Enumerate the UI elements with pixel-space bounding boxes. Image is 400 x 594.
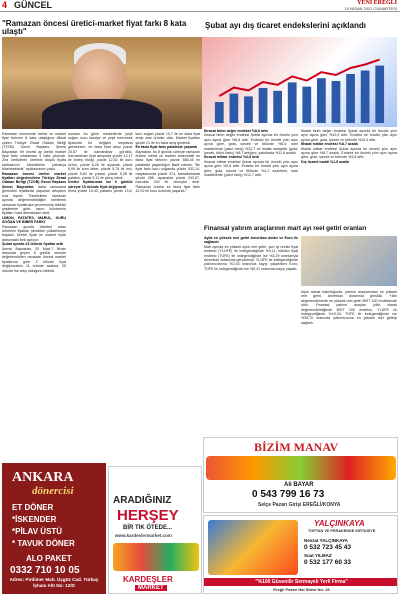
doner-subtitle: dönercisi [32, 485, 74, 497]
body-text: nundan bu güne marketlerde yeşil soğan, kuru fasulye ve yeşil mercimek fiyatında bir değişim meydana gelmezken, en fazla fiyat artışı yüzde 25,87 ile karnabahar görüldü. Karnabaharı fiyat artışında yüzde 13,17 ile Antep fıstığı, yüzde 12,52 ile kuru üzüm, yüzde 8,26 ile ıspanak, yüzde 6,99 ile kuru biber, yüzde 5,75 ile inci, yüzde 5,62 ile pırasa, yüzde 5,28 ile patates, yüzde 5,11 ile pirinç izledi. [68, 132, 133, 181]
doner-title: ANKARA [12, 470, 74, 485]
chart-bar [244, 96, 253, 123]
yalcinkaya-phone2: 0 532 177 60 33 [304, 559, 351, 566]
body-text: İhracat miktar endeksi Şubat ayında bir önceki yılın aynı ayına göre %2,8 arttı. Endeks bir önceki yılın aynı ayına göre, gıda, içecek ve tütünde %1,2 azalırken, ham maddelerde (yakıt hariç) %12,7 arttı. [204, 159, 298, 178]
yalcinkaya-phone1: 0 532 723 45 43 [304, 544, 351, 551]
page-header [0, 0, 400, 12]
chart-bar [230, 94, 239, 123]
finance-photo [301, 236, 397, 286]
article-col1 [2, 132, 66, 462]
article-headline-trade: Şubat ayı dış ticaret endekslerini açıklandı [205, 21, 366, 30]
chart-bar [317, 78, 326, 123]
menu-item-1: ET DÖNER [12, 503, 54, 512]
body-text: İthalat birim değer endeksi Şubat ayında bir önceki yılın aynı ayına göre %13,9 arttı. Endeks bir önceki yılın aynı ayına göre, gıda, içecek ve tütünde %10,4 arttı. [301, 129, 397, 142]
subhead: İhracat birim değer endeksi %8,8 arttı [204, 129, 268, 133]
article-col5 [204, 236, 298, 434]
kardesler-headline1: ARADIĞINIZ [113, 495, 172, 506]
yalcinkaya-name2: Suat YILMAZ [304, 553, 332, 558]
kardesler-tagline: BİR TIK ÖTEDE... [123, 525, 173, 531]
body-text: Ramazan ayında tüketimi artan ürünlerin fiyatları şimdiden yükselmeye başladı. Üretici fiyatı ile market fiyatı arasındaki fark açılıyor. [2, 224, 66, 242]
article-col6 [301, 290, 397, 430]
issue-date: 10 NİSAN 2021 CUMARTESİ [344, 6, 397, 11]
article-col2 [68, 132, 200, 462]
subhead: En fazla fiyat farkı patateste yaşandı [135, 145, 198, 150]
body-text: İthalat miktar endeksi Şubat ayında bir önceki yılın aynı ayına göre %8,7 azaldı. Endeks bir önceki yılın aynı ayına göre, gıda, içecek ve tütünde %3,8 arttı. [301, 146, 397, 160]
section-title: GÜNCEL [14, 0, 52, 10]
chart-bar [273, 91, 282, 123]
menu-item-4: * TAVUK DÖNER [12, 539, 75, 548]
ad-bizim-manav [203, 437, 398, 513]
body-text: Aylık olarak bakıldığında, yatırım araçlarından en yüksek reel getiri, Amerikan dolarında görüldü. Yıllık değerlendirmede en yüksek reel getiri BIST 100 endeksinde oldu. Finansal yatırım araçları yıllık olarak değerlendirildiğinde BIST 100 endeksi, Yİ-ÜFE ile indirgendiğinde %19,34, TÜFE ile indirgendiğinde ise %35,70 oranında yatırımcısına en yüksek reel getiriyi sağladı. [301, 290, 397, 325]
manav-address: Selçe Pazarı Girişi EREĞLİ/KONYA [258, 502, 341, 508]
page-number: 4 [2, 0, 8, 10]
chart-bar [361, 71, 370, 124]
alo-paket: ALO PAKET [26, 554, 72, 563]
subhead: İhracat miktar endeksi %2,8 arttı [204, 155, 259, 160]
doner-address: Adres: Pirdimer Mah. Üçgöz Cad. Türkay İşhanı Altı No: 12/D [9, 577, 99, 588]
body-text: Ramazan öncesinde üretici ve market fiyat farkının 8 kata ulaştığına dikkat çeken Türkiye Ziraat Odaları Birliği (TZOB) Genel Başkanı Şemsi Bayraktar, bir önceki ay üretici market fiyat farkı ortalaması 5 kata çıkmıştı. Zira üreticilerin üretimin düşük fiyata satmasının tüketicilerin pahalıya tüketmektedir" açıklamasını yaptı. [2, 132, 66, 172]
body-text: Elma yüzde 15,40, patates yüzde 13,6, kuru soğan yüzde 10,7 ile en fazla fiyat artışı olan ürünler oldu. Market fiyatları yüzde 21 ile en fazla artış gösterdi. [68, 132, 200, 194]
body-text: daha ramazana girmeden fiyatlarda yaşanan artışların sıra dışıdır. Tüketicilerin ramazan ayında değerlendirildiğini belirterek ramazan fiyatlarıyla çevrelenmiş tüketici çeşitlerine göre, tarım ürünlerinin fiyatları hızla artmaktadır dedi. [2, 184, 66, 216]
menu-item-3: *PİLAV ÜSTÜ [12, 527, 63, 536]
doner-phone: 0332 710 10 05 [10, 565, 80, 576]
subhead: Dış ticaret haddi %1,5 azaldı [301, 159, 350, 164]
subhead: Ramazan öncesi üretici market fiyatları değerlendiren Türkiye Ziraat Odaları Birliği (TZOB) Genel Başkanı Şemsi Bayraktar, [2, 171, 66, 189]
yalcinkaya-sub: TOPTAN VE PERAKENDE KIRTASİYE [308, 529, 376, 533]
yalcinkaya-brand: YALÇINKAYA [314, 519, 365, 528]
body-text: Şemsi Bayraktar, 20 Mart-7 Nisan arasında geçen 8 günlük süreçte değerlendirilen ramazan öncesi market fiyatlarına göre 3 üründe fiyat değişmezken 11 üründe azalma, 25 üründe ise artış olduğunu bildirdi. [2, 246, 66, 273]
ad-yalcinkaya [203, 515, 398, 594]
body-text: İhracat birim değer endeksi Şubat ayında bir önceki yılın aynı ayına göre %8,8 arttı. Endeksi bir önceki yılın aynı ayına göre, gıda, içecek ve tütünde %6,4, ham maddelerde (yakıt hariç) %12,7 ve imalat sanayide (gıda, içecek, tütün hariç) %8,7 arttığını, yakıtlarda %11,8 azaldı. [204, 133, 298, 156]
kardesler-website[interactable]: www.kardeslermarket.com [115, 533, 172, 538]
yalcinkaya-address: Ereğli Pazarı Hal Sitesi No: 26 [273, 587, 330, 592]
chart-bar [259, 88, 268, 123]
chart-bar [302, 87, 311, 123]
stationery-image [208, 520, 298, 575]
article-col3 [204, 129, 298, 222]
ad-kardesler-market [108, 466, 202, 594]
kardesler-headline2: HERŞEY [117, 507, 179, 524]
article-headline-ramazan: "Ramazan öncesi üretici-market fiyat farkı 8 kata ulaştı" [2, 19, 187, 36]
paper-name: YENİ EREĞLİ [357, 0, 397, 6]
manav-title: BİZİM MANAV [254, 440, 339, 454]
article-col4 [301, 129, 397, 222]
trade-chart-svg [202, 37, 397, 127]
chart-bar [288, 82, 297, 123]
kardesler-brand: KARDEŞLER [123, 575, 173, 584]
chart-bar [346, 74, 355, 123]
vegetables-image [206, 456, 396, 480]
subhead: İthalat miktar endeksi %8,7 azaldı [301, 142, 358, 147]
subhead: LİMON, PATATES, MARUL, KURU SOĞAN VE BİBER FARKI [2, 215, 66, 225]
body-text: Bayraktar, bu 8 günlük süreçte ramazan öncesi üretici ve market arasındaki en fazla fiyat farkının yüzde 685,45 ile patateste yaşandığını ifade ederek, "Bu fiyat farkı kuru soğanda yüzde 532,14, maydanozda yüzde 374, karnabaharda yüzde 285, ıspanakta yüzde 242,67, marulda 240 ile olmuştur dedi. Ramazan öncesi en fazla fiyat farkı 42,02 ile kuru üzümde yaşandı." [135, 149, 200, 194]
subhead: Üretici fiyatlarında ise 6 günlük süreçte 15 üründe fiyat değişmedi. [68, 180, 133, 189]
yalcinkaya-name1: Nevzat YALÇINKAYA [304, 538, 348, 543]
portrait-photo [2, 37, 202, 129]
ad-ankara-doner [2, 463, 106, 594]
chart-bar [375, 66, 384, 123]
subhead: Aylık en yüksek reel getiri Amerikan doları ve Euro ile sağlandı [204, 236, 298, 245]
kardesler-market-label: MARKET [135, 585, 167, 591]
body-text: Mart ayında en yüksek aylık reel getiri, yurt içi üretici fiyat endeksi (Yİ-ÜFE) ile indirgendiğinde %4,11, tüketici fiyat endeksi (TÜFE) ile indirgendiğinde ise %2,29 oranlarıyla Amerikan dolarında gerçekleşti. Yİ-ÜFE ile indirgendiğinde yatırımcılarına %2,43 oranında kayıp yaşatırken Euro, TÜFE ile indirgendiğinde ise %0,31 oranında kayıp yaşattı. [204, 244, 298, 271]
article-headline-finance: Finansal yatırım araçlarının mart ayı reel getiri oranları [204, 225, 367, 232]
chart-bar [215, 102, 224, 123]
menu-item-2: *İSKENDER [12, 515, 57, 524]
trade-chart [202, 37, 397, 127]
products-image [113, 543, 199, 571]
manav-owner: Ali BAYAR [284, 482, 314, 488]
chart-trend-line [219, 60, 379, 96]
yalcinkaya-slogan: "%100 Güvenilir Sermayeli Yerli Firma" [204, 578, 398, 586]
manav-phone: 0 543 799 16 73 [252, 489, 325, 500]
subhead: Şubat ayında 23 üründe fiyatlar arttı [2, 242, 64, 247]
chart-bar [332, 81, 341, 123]
